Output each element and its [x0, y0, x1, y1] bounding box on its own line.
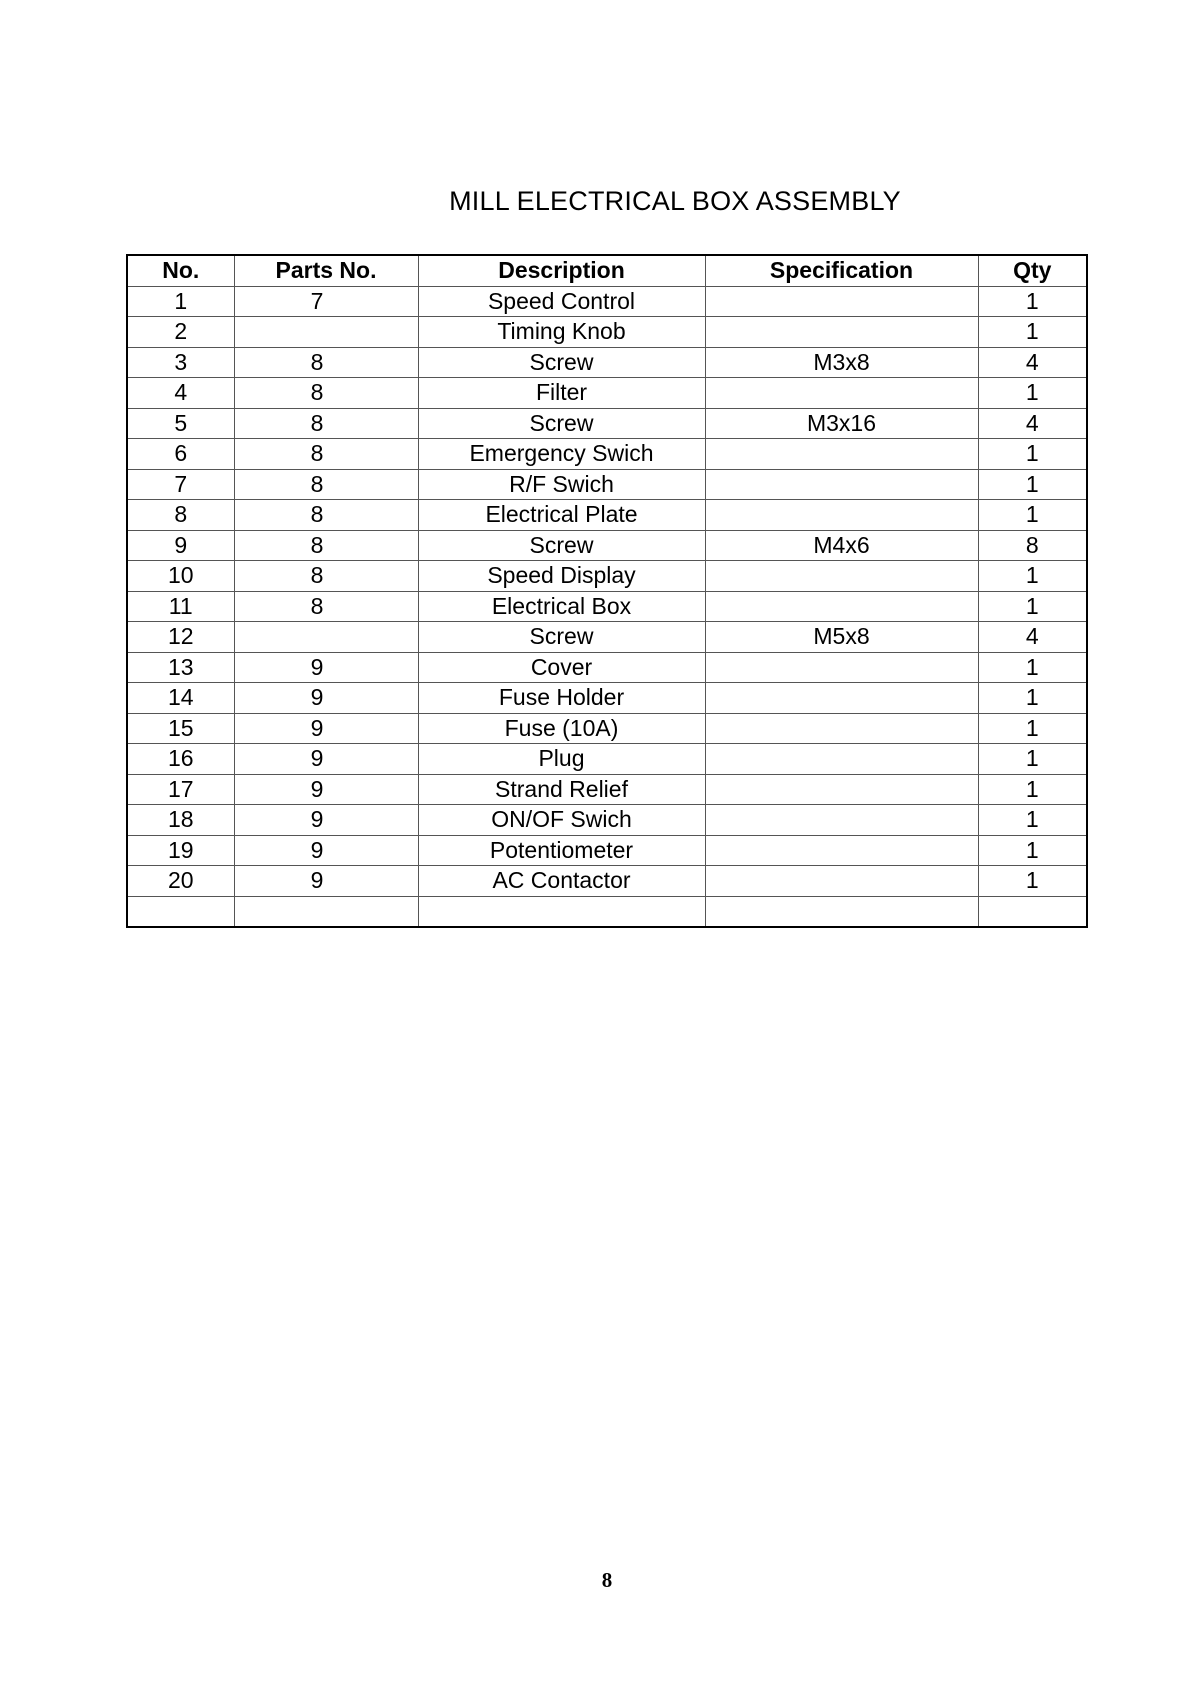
table-row: [127, 622, 1087, 653]
cell-specification: [705, 317, 978, 348]
cell-description: [418, 896, 705, 927]
cell-specification: M4x6: [705, 530, 978, 561]
cell-specification: [705, 469, 978, 500]
cell-parts-no: 9: [234, 805, 418, 836]
cell-no: 9: [127, 530, 234, 561]
cell-description: Speed Control: [418, 286, 705, 317]
cell-description: AC Contactor: [418, 866, 705, 897]
cell-qty: 1: [978, 500, 1087, 531]
cell-parts-no: 8: [234, 439, 418, 470]
cell-parts-no: 8: [234, 347, 418, 378]
table-row: [127, 530, 1087, 561]
cell-specification: M3x8: [705, 347, 978, 378]
cell-parts-no: 9: [234, 774, 418, 805]
table-row: [127, 378, 1087, 409]
header-parts-no: Parts No.: [234, 255, 418, 286]
page-number: 8: [601, 1568, 613, 1592]
cell-qty: 1: [978, 835, 1087, 866]
cell-specification: [705, 805, 978, 836]
table-row: [127, 317, 1087, 348]
cell-specification: [705, 439, 978, 470]
cell-description: ON/OF Swich: [418, 805, 705, 836]
cell-specification: [705, 744, 978, 775]
cell-specification: M3x16: [705, 408, 978, 439]
cell-parts-no: 8: [234, 591, 418, 622]
cell-no: 13: [127, 652, 234, 683]
cell-qty: 1: [978, 286, 1087, 317]
table-row: [127, 896, 1087, 927]
table-row: [127, 408, 1087, 439]
cell-parts-no: 8: [234, 469, 418, 500]
cell-specification: [705, 713, 978, 744]
parts-table-body: [127, 286, 1087, 927]
cell-no: 2: [127, 317, 234, 348]
cell-qty: 1: [978, 683, 1087, 714]
cell-description: Electrical Box: [418, 591, 705, 622]
cell-description: Fuse Holder: [418, 683, 705, 714]
cell-no: 17: [127, 774, 234, 805]
cell-specification: M5x8: [705, 622, 978, 653]
cell-description: Potentiometer: [418, 835, 705, 866]
header-description: Description: [418, 255, 705, 286]
cell-no: 6: [127, 439, 234, 470]
cell-parts-no: 9: [234, 683, 418, 714]
cell-parts-no: 8: [234, 378, 418, 409]
cell-no: 11: [127, 591, 234, 622]
table-row: [127, 286, 1087, 317]
cell-specification: [705, 896, 978, 927]
cell-no: 3: [127, 347, 234, 378]
table-row: [127, 591, 1087, 622]
cell-specification: [705, 561, 978, 592]
cell-parts-no: [234, 317, 418, 348]
cell-description: Strand Relief: [418, 774, 705, 805]
cell-specification: [705, 286, 978, 317]
cell-description: Screw: [418, 530, 705, 561]
cell-no: 14: [127, 683, 234, 714]
table-header-row: [127, 255, 1087, 286]
table-row: [127, 866, 1087, 897]
cell-specification: [705, 652, 978, 683]
cell-description: Screw: [418, 347, 705, 378]
cell-description: Screw: [418, 408, 705, 439]
cell-qty: 1: [978, 378, 1087, 409]
parts-table: [126, 254, 1088, 928]
cell-parts-no: 9: [234, 744, 418, 775]
cell-qty: 4: [978, 347, 1087, 378]
cell-qty: 1: [978, 805, 1087, 836]
cell-no: 15: [127, 713, 234, 744]
cell-parts-no: [234, 622, 418, 653]
page-title: MILL ELECTRICAL BOX ASSEMBLY: [449, 186, 901, 216]
cell-no: 5: [127, 408, 234, 439]
table-row: [127, 744, 1087, 775]
cell-description: Filter: [418, 378, 705, 409]
cell-parts-no: 9: [234, 835, 418, 866]
cell-no: 7: [127, 469, 234, 500]
table-row: [127, 347, 1087, 378]
cell-description: Electrical Plate: [418, 500, 705, 531]
cell-parts-no: 9: [234, 652, 418, 683]
cell-qty: 1: [978, 591, 1087, 622]
cell-qty: 1: [978, 652, 1087, 683]
table-row: [127, 805, 1087, 836]
cell-no: 10: [127, 561, 234, 592]
cell-qty: 4: [978, 408, 1087, 439]
cell-parts-no: 8: [234, 500, 418, 531]
cell-specification: [705, 683, 978, 714]
cell-specification: [705, 774, 978, 805]
cell-parts-no: 9: [234, 866, 418, 897]
cell-description: Timing Knob: [418, 317, 705, 348]
cell-qty: 1: [978, 439, 1087, 470]
header-qty: Qty: [978, 255, 1087, 286]
cell-no: 18: [127, 805, 234, 836]
cell-no: 1: [127, 286, 234, 317]
cell-no: 20: [127, 866, 234, 897]
cell-parts-no: 8: [234, 561, 418, 592]
cell-description: Screw: [418, 622, 705, 653]
table-row: [127, 652, 1087, 683]
cell-parts-no: 8: [234, 530, 418, 561]
cell-qty: 1: [978, 774, 1087, 805]
table-row: [127, 439, 1087, 470]
cell-qty: 1: [978, 469, 1087, 500]
cell-qty: [978, 896, 1087, 927]
table-row: [127, 500, 1087, 531]
cell-qty: 1: [978, 561, 1087, 592]
cell-specification: [705, 591, 978, 622]
cell-specification: [705, 500, 978, 531]
cell-specification: [705, 866, 978, 897]
table-row: [127, 835, 1087, 866]
cell-description: Speed Display: [418, 561, 705, 592]
cell-description: Emergency Swich: [418, 439, 705, 470]
table-row: [127, 561, 1087, 592]
cell-qty: 1: [978, 713, 1087, 744]
cell-description: Plug: [418, 744, 705, 775]
cell-no: 12: [127, 622, 234, 653]
cell-parts-no: 8: [234, 408, 418, 439]
cell-specification: [705, 835, 978, 866]
table-row: [127, 469, 1087, 500]
cell-qty: 4: [978, 622, 1087, 653]
table-row: [127, 713, 1087, 744]
cell-no: [127, 896, 234, 927]
cell-no: 19: [127, 835, 234, 866]
table-row: [127, 683, 1087, 714]
cell-qty: 1: [978, 317, 1087, 348]
cell-qty: 1: [978, 744, 1087, 775]
table-row: [127, 774, 1087, 805]
cell-no: 8: [127, 500, 234, 531]
cell-qty: 1: [978, 866, 1087, 897]
cell-parts-no: [234, 896, 418, 927]
cell-no: 16: [127, 744, 234, 775]
cell-no: 4: [127, 378, 234, 409]
cell-parts-no: 9: [234, 713, 418, 744]
cell-description: Cover: [418, 652, 705, 683]
cell-specification: [705, 378, 978, 409]
cell-description: R/F Swich: [418, 469, 705, 500]
cell-description: Fuse (10A): [418, 713, 705, 744]
cell-qty: 8: [978, 530, 1087, 561]
header-no: No.: [127, 255, 234, 286]
cell-parts-no: 7: [234, 286, 418, 317]
header-specification: Specification: [705, 255, 978, 286]
